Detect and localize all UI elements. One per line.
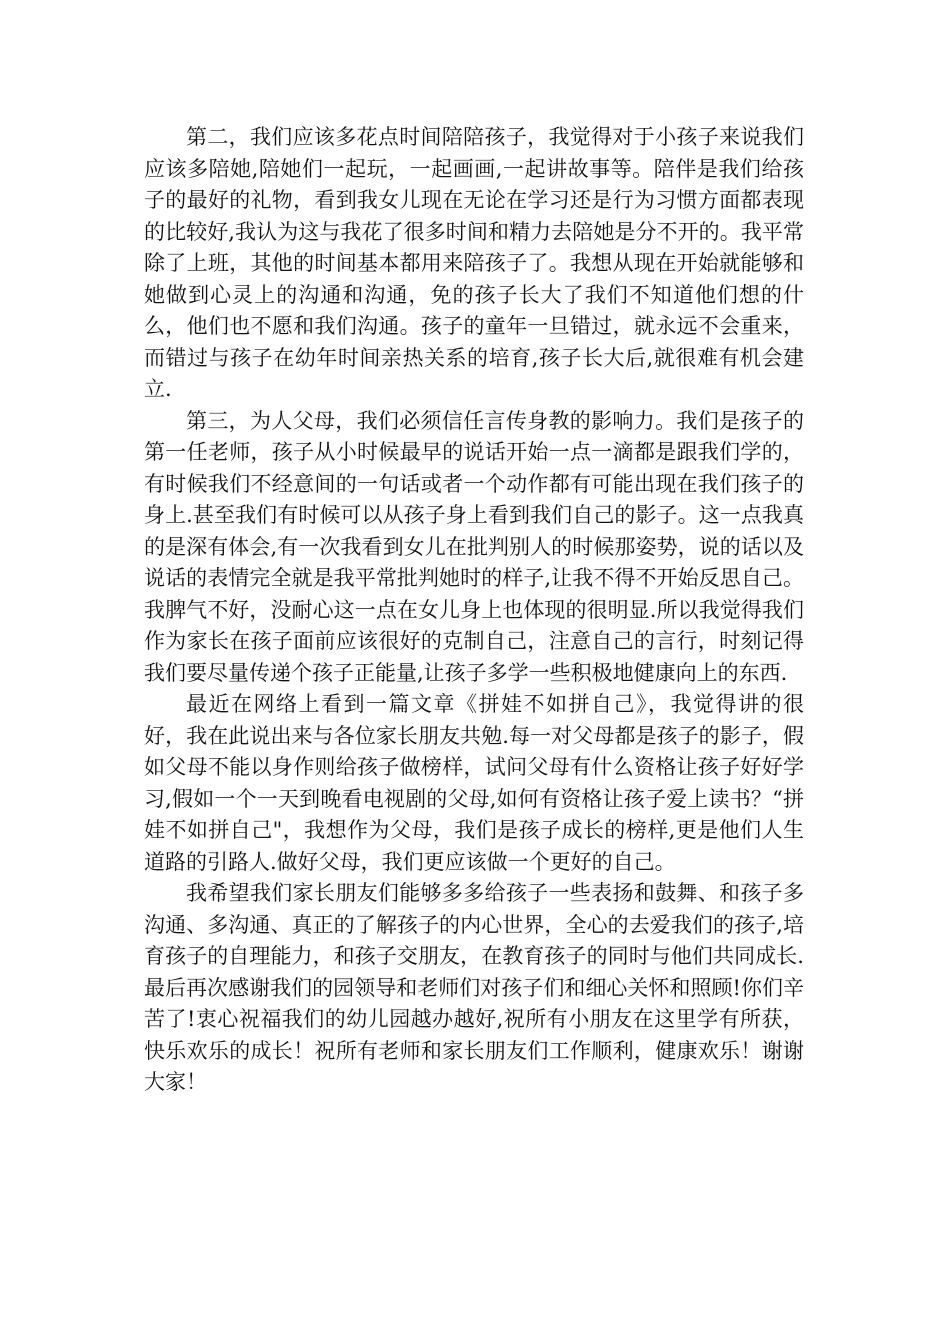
- paragraph-article-reference: 最近在网络上看到一篇文章《拼娃不如拼自己》，我觉得讲的很好，我在此说出来与各位家长朋友共勉.每一对父母都是孩子的影子，假如父母不能以身作则给孩子做榜样，试问父母有什么资格让孩子好好学习,假如一个一天到晚看电视剧的父母,如何有资格让孩子爱上读书？“拼娃不如拼自己"，我想作为父母，我们是孩子成长的榜样,更是他们人生道路的引路人.做好父母，我们更应该做一个更好的自己。: [144, 692, 804, 874]
- paragraph-second-point: 第二，我们应该多花点时间陪陪孩子，我觉得对于小孩子来说我们应该多陪她,陪她们一起玩，一起画画,一起讲故事等。陪伴是我们给孩子的最好的礼物，看到我女儿现在无论在学习还是行为习惯方面都表现的比较好,我认为这与我花了很多时间和精力去陪她是分不开的。我平常除了上班，其他的时间基本都用来陪孩子了。我想从现在开始就能够和她做到心灵上的沟通和沟通，免的孩子长大了我们不知道他们想的什么，他们也不愿和我们沟通。孩子的童年一旦错过，就永远不会重来，而错过与孩子在幼年时间亲热关系的培育,孩子长大后,就很难有机会建立.: [144, 125, 804, 401]
- document-body: [144, 122, 804, 1099]
- paragraph-closing-wishes: 我希望我们家长朋友们能够多多给孩子一些表扬和鼓舞、和孩子多沟通、多沟通、真正的了解孩子的内心世界，全心的去爱我们的孩子,培育孩子的自理能力，和孩子交朋友，在教育孩子的同时与他们共同成长.最后再次感谢我们的园领导和老师们对孩子们和细心关怀和照顾!你们辛苦了!衷心祝福我们的幼儿园越办越好,祝所有小朋友在这里学有所获，快乐欢乐的成长！祝所有老师和家长朋友们工作顺利，健康欢乐！谢谢大家！: [144, 881, 804, 1094]
- paragraph-third-point: 第三，为人父母，我们必须信任言传身教的影响力。我们是孩子的第一任老师，孩子从小时候最早的说话开始一点一滴都是跟我们学的，有时候我们不经意间的一句话或者一个动作都有可能出现在我们孩子的身上.甚至我们有时候可以从孩子身上看到我们自己的影子。这一点我真的是深有体会,有一次我看到女儿在批判别人的时候那姿势，说的话以及说话的表情完全就是我平常批判她时的样子,让我不得不开始反思自己。我脾气不好，没耐心这一点在女儿身上也体现的很明显.所以我觉得我们作为家长在孩子面前应该很好的克制自己，注意自己的言行，时刻记得我们要尽量传递个孩子正能量,让孩子多学一些积极地健康向上的东西.: [144, 408, 804, 685]
